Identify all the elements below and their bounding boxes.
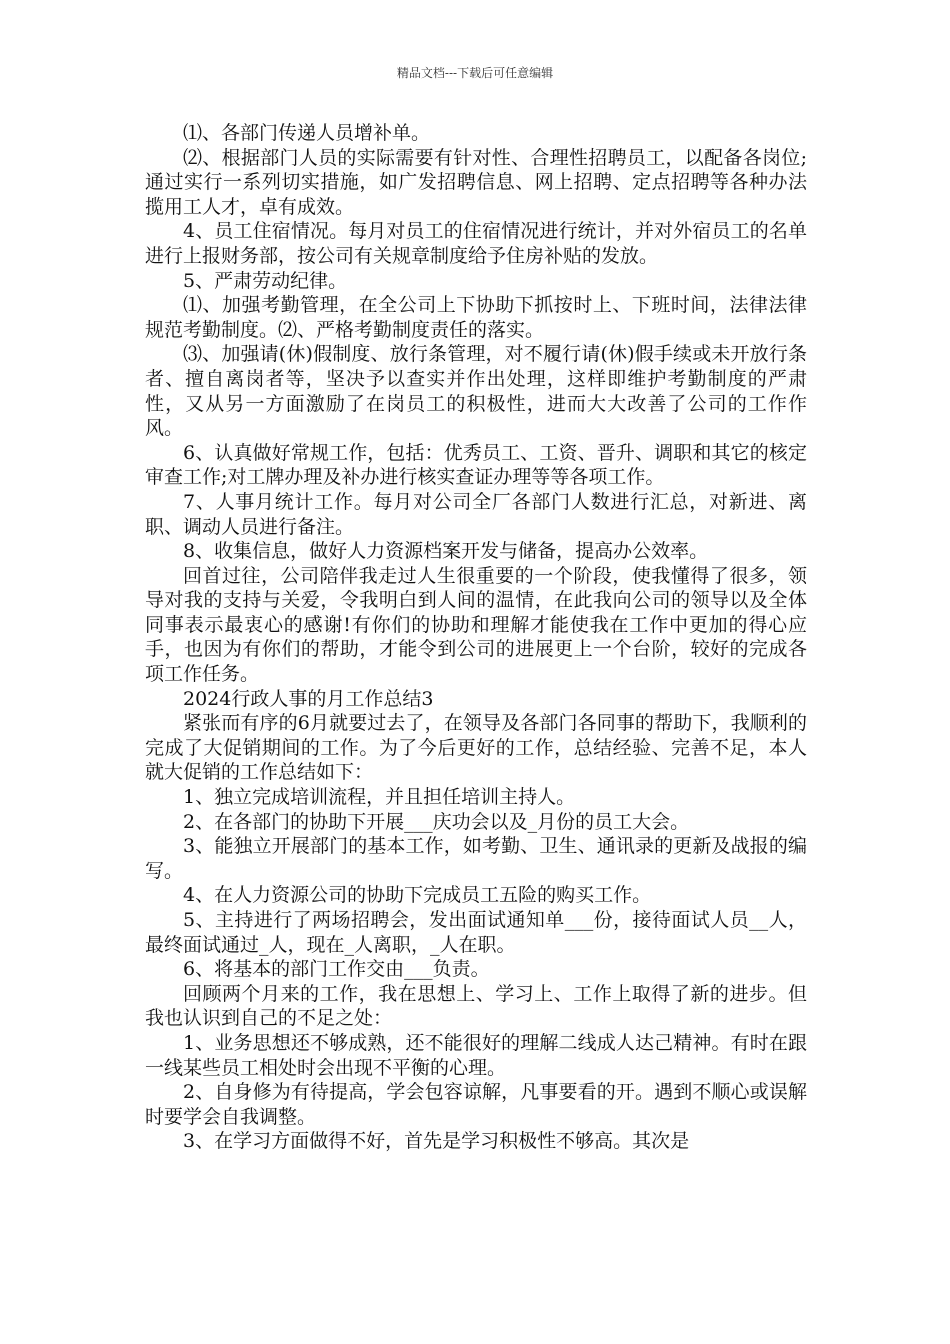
paragraph: 7、人事月统计工作。每月对公司全厂各部门人数进行汇总，对新进、离职、调动人员进行备注。	[145, 490, 807, 538]
paragraph: 6、认真做好常规工作，包括：优秀员工、工资、晋升、调职和其它的核定审查工作;对工牌办理及补办进行核实查证办理等等各项工作。	[145, 441, 807, 489]
paragraph: 5、严肃劳动纪律。	[183, 269, 348, 292]
paragraph: 回首过往，公司陪伴我走过人生很重要的一个阶段，使我懂得了很多，领导对我的支持与关爱，令我明白到人间的温情，在此我向公司的领导以及全体同事表示最衷心的感谢!有你们的协助和理解才能使我在工作中更加的得心应手，也因为有你们的帮助，才能令到公司的进展更上一个台阶，较好的完成各项工作任务。	[145, 564, 807, 686]
paragraph: ⑵、根据部门人员的实际需要有针对性、合理性招聘员工，以配备各岗位;通过实行一系列切实措施，如广发招聘信息、网上招聘、定点招聘等各种办法揽用工人才，卓有成效。	[145, 146, 807, 218]
paragraph: 3、能独立开展部门的基本工作，如考勤、卫生、通讯录的更新及战报的编写。	[145, 835, 807, 882]
paragraph: 2、在各部门的协助下开展___庆功会以及_月份的员工大会。	[183, 810, 690, 833]
section-heading: 2024行政人事的月工作总结3	[183, 687, 434, 710]
paragraph: ⑴、加强考勤管理，在全公司上下协助下抓按时上、下班时间，法律法律规范考勤制度。⑵、严格考勤制度责任的落实。	[145, 294, 807, 341]
paragraph: 8、收集信息，做好人力资源档案开发与储备，提高办公效率。	[183, 540, 709, 563]
paragraph: 5、主持进行了两场招聘会，发出面试通知单___份，接待面试人员__人，最终面试通过_人，现在_人离职，_人在职。	[145, 909, 807, 956]
paragraph: 6、将基本的部门工作交由___负责。	[183, 958, 490, 981]
paragraph: 2、自身修为有待提高，学会包容谅解，凡事要看的开。遇到不顺心或误解时要学会自我调整。	[145, 1081, 807, 1128]
paragraph: 4、在人力资源公司的协助下完成员工五险的购买工作。	[183, 884, 652, 907]
paragraph: 4、员工住宿情况。每月对员工的住宿情况进行统计，并对外宿员工的名单进行上报财务部，按公司有关规章制度给予住房补贴的发放。	[145, 220, 807, 267]
paragraph: 1、业务思想还不够成熟，还不能很好的理解二线成人达己精神。有时在跟一线某些员工相处时会出现不平衡的心理。	[145, 1031, 807, 1079]
paragraph: 紧张而有序的6月就要过去了，在领导及各部门各同事的帮助下，我顺利的完成了大促销期间的工作。为了今后更好的工作，总结经验、完善不足，本人就大促销的工作总结如下：	[145, 712, 807, 784]
paragraph: 3、在学习方面做得不好，首先是学习积极性不够高。其次是	[183, 1130, 690, 1153]
document-body	[145, 121, 807, 1154]
paragraph: 回顾两个月来的工作，我在思想上、学习上、工作上取得了新的进步。但我也认识到自己的不足之处：	[145, 982, 807, 1030]
paragraph: ⑶、加强请(休)假制度、放行条管理，对不履行请(休)假手续或未开放行条者、擅自离岗者等，坚决予以查实并作出处理，这样即维护考勤制度的严肃性，又从另一方面激励了在岗员工的积极性，进而大大改善了公司的工作作风。	[145, 343, 807, 440]
paragraph: 1、独立完成培训流程，并且担任培训主持人。	[183, 786, 576, 809]
paragraph: ⑴、各部门传递人员增补单。	[183, 122, 431, 144]
page-header: 精品文档---下载后可任意编辑	[396, 66, 554, 80]
